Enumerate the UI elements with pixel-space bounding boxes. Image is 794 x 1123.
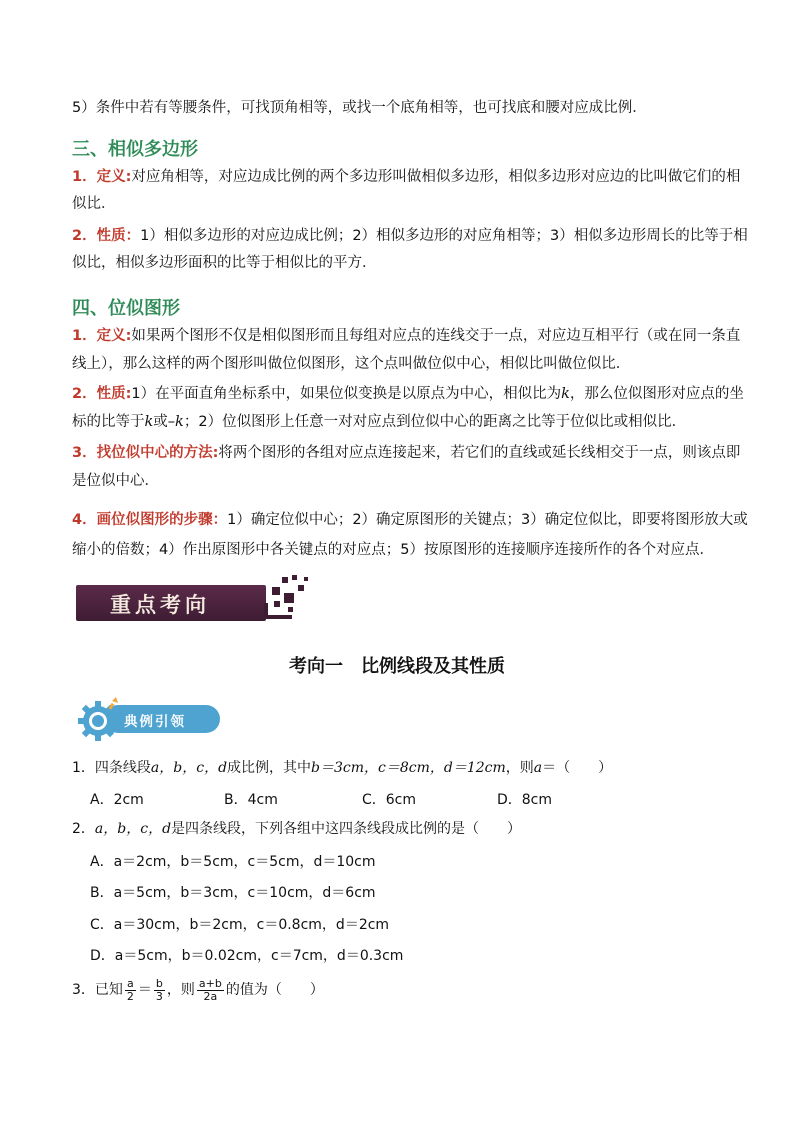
example-badge (76, 697, 222, 739)
heading-similar-polygons: 三、相似多边形 (72, 139, 198, 160)
top-note: 5）条件中若有等腰条件，可找顶角相等，或找一个底角相等，也可找底和腰对应成比例． (72, 100, 647, 116)
var-neg-k: –k (167, 414, 184, 430)
q1-option-a[interactable]: A．2cm (90, 792, 144, 808)
sec3-property-label: 2．性质： (72, 228, 141, 244)
frac3-denominator: 2a (203, 989, 218, 1003)
q1-stem-d: ＝（ ） (542, 760, 613, 776)
q2-option-d[interactable]: D．a＝5cm，b＝0.02cm，c＝7cm，d＝0.3cm (90, 948, 404, 964)
fraction-a-over-2 (125, 978, 136, 1003)
sec3-definition-line-2: 似比． (72, 196, 116, 212)
frac1-denominator: 2 (126, 989, 134, 1003)
heading-homothetic-figures: 四、位似图形 (72, 298, 180, 319)
sec4-property-label: 2．性质: (72, 386, 132, 402)
q2-stem-b: 是四条线段，下列各组中这四条线段成比例的是（ ） (171, 821, 522, 837)
sec3-definition-line-1 (72, 167, 741, 187)
q1-stem-c: ，则 (505, 760, 534, 776)
sec4-draw-line-1 (72, 510, 748, 530)
sec4-property-text-b: ，那么位似图形对应点的坐 (569, 386, 744, 402)
sec4-find-text: 将两个图形的各组对应点连接起来，若它们的直线或延长线相交于一点，则该点即 (218, 445, 741, 461)
q2-option-a[interactable]: A．a＝2cm，b＝5cm，c＝5cm，d＝10cm (90, 854, 376, 870)
pixel-decoration-icon (258, 573, 318, 625)
sec4-definition-text: 如果两个图形不仅是相似图形而且每组对应点的连线交于一点，对应边互相平行（或在同一条直 (131, 328, 741, 344)
word-or: 或 (153, 414, 168, 430)
section-title: 考向一 比例线段及其性质 (289, 656, 505, 677)
question-2-stem (72, 819, 724, 839)
q3-stem-a: 3．已知 (72, 982, 123, 998)
q2-option-b[interactable]: B．a＝5cm，b＝3cm，c＝10cm，d＝6cm (90, 885, 376, 901)
sec4-property-text-c: 标的比等于 (72, 414, 145, 430)
q1-option-c[interactable]: C．6cm (362, 792, 417, 808)
q1-given: b＝3cm，c＝8cm，d＝12cm (311, 760, 506, 776)
question-3-stem (72, 975, 724, 1005)
q2-option-c[interactable]: C．a＝30cm，b＝2cm，c＝0.8cm，d＝2cm (90, 917, 390, 933)
q1-option-b[interactable]: B．4cm (224, 792, 278, 808)
var-k-2: k (144, 414, 154, 430)
q1-vars: a，b，c，d (150, 760, 228, 776)
q3-stem-b: ，则 (166, 982, 195, 998)
sec3-property-text: 1）相似多边形的对应边成比例；2）相似多边形的对应角相等；3）相似多边形周长的比等于相 (140, 228, 748, 244)
key-direction-banner (76, 573, 316, 625)
sec4-find-line-2: 是位似中心． (72, 473, 159, 489)
sec4-property-line-1 (72, 384, 744, 404)
frac3-numerator: a+b (198, 976, 222, 990)
frac2-denominator: 3 (155, 989, 163, 1003)
sec3-property-line-2: 似比，相似多边形面积的比等于相似比的平方． (72, 255, 377, 271)
gear-icon (76, 697, 120, 741)
sec4-definition-line-2: 线上），那么这样的两个图形叫做位似图形，这个点叫做位似中心，相似比叫做位似比． (72, 356, 631, 372)
fraction-b-over-3 (154, 978, 165, 1003)
sec4-property-line-2 (72, 412, 724, 432)
sec4-property-text-a: 1）在平面直角坐标系中，如果位似变换是以原点为中心，相似比为 (131, 386, 562, 402)
q2-vars: a，b，c，d (94, 821, 172, 837)
sec4-definition-label: 1．定义: (72, 328, 132, 344)
sec4-property-text-d: ；2）位似图形上任意一对对应点到位似中心的距离之比等于位似比或相似比． (183, 414, 687, 430)
q1-ask: a (533, 760, 543, 776)
badge-label: 典例引领 (124, 714, 186, 730)
q3-equals: ＝ (137, 982, 152, 998)
sec3-property-line-1 (72, 226, 748, 246)
sec4-draw-line-2: 缩小的倍数；4）作出原图形中各关键点的对应点；5）按原图形的连接顺序连接所作的各个对应点． (72, 542, 714, 558)
q2-stem-a: 2． (72, 821, 95, 837)
q1-stem-a: 1．四条线段 (72, 760, 151, 776)
q3-stem-c: 的值为（ ） (225, 982, 324, 998)
frac2-numerator: b (154, 978, 165, 991)
sec3-definition-text: 对应角相等，对应边成比例的两个多边形叫做相似多边形，相似多边形对应边的比叫做它们的相 (131, 169, 741, 185)
frac1-numerator: a (125, 978, 136, 991)
banner-label: 重点考向 (110, 592, 210, 617)
sec4-draw-label: 4．画位似图形的步骤： (72, 512, 228, 528)
sec4-draw-text: 1）确定位似中心；2）确定原图形的关键点；3）确定位似比，即要将图形放大或 (227, 512, 748, 528)
q1-option-d[interactable]: D．8cm (497, 792, 553, 808)
question-1-stem (72, 758, 724, 778)
sec4-find-line-1 (72, 443, 741, 463)
sec4-find-label: 3．找位似中心的方法: (72, 445, 219, 461)
var-k: k (561, 386, 570, 402)
sec3-definition-label: 1．定义: (72, 169, 132, 185)
sec4-definition-line-1 (72, 326, 741, 346)
q1-stem-b: 成比例，其中 (227, 760, 312, 776)
fraction-a-plus-b-over-2a (197, 978, 224, 1003)
